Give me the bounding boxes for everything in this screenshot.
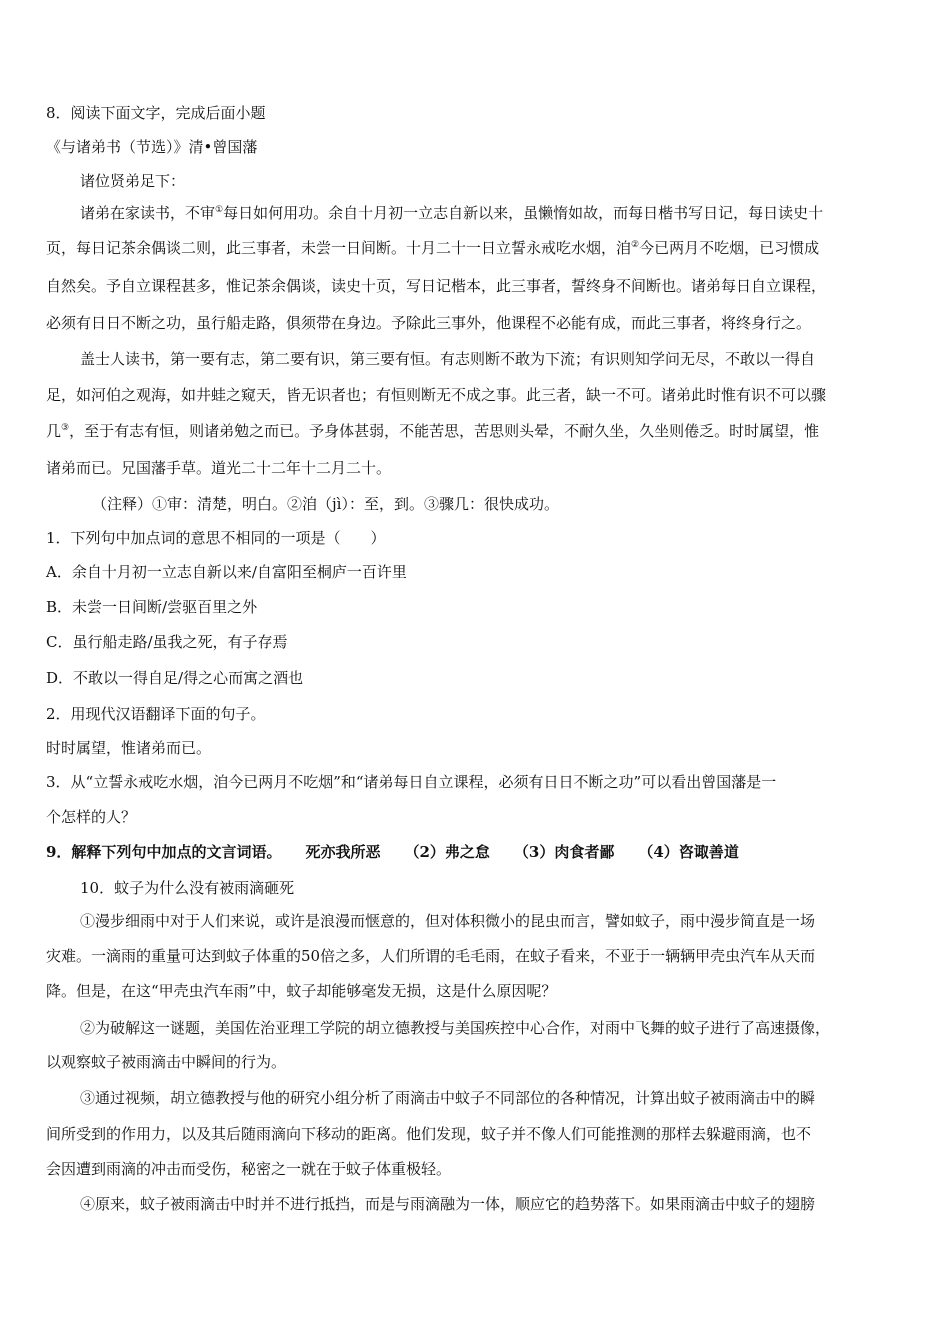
sub-question-2: 2．用现代汉语翻译下面的句子。	[46, 705, 266, 723]
essay-title: 《与诸弟书（节选）》清•曾国藩	[46, 138, 258, 156]
footnote-mark: ③	[61, 423, 70, 433]
paragraph-line: 诸弟在家读书，不审①每日如何用功。余自十月初一立志自新以来，虽懒惰如故，而每日楷书写日记，每日读史十	[80, 204, 824, 222]
sub-question-1: 1．下列句中加点词的意思不相同的一项是（ ）	[46, 529, 386, 547]
paragraph-line: 降。但是，在这“甲壳虫汽车雨”中，蚊子却能够毫发无损，这是什么原因呢？	[46, 982, 557, 1000]
paragraph-line: ②为破解这一谜题，美国佐治亚理工学院的胡立德教授与美国疾控中心合作，对雨中飞舞的蚊子进行了高速摄像，	[80, 1019, 831, 1037]
paragraph-line: 盖士人读书，第一要有志，第二要有识，第三要有恒。有志则断不敢为下流；有识则知学问无尽，不敢以一得自	[80, 350, 816, 368]
footnote-mark: ②	[631, 240, 640, 250]
option-b: B．未尝一日间断/尝驱百里之外	[46, 598, 258, 616]
paragraph-line: 以观察蚊子被雨滴击中瞬间的行为。	[46, 1053, 287, 1071]
paragraph-line: ④原来，蚊子被雨滴击中时并不进行抵挡，而是与雨滴融为一体，顺应它的趋势落下。如果雨滴击中蚊子的翅膀	[80, 1195, 816, 1213]
paragraph-line: 必须有日日不断之功，虽行船走路，俱须带在身边。予除此三事外，他课程不必能有成，而此三事者，将终身行之。	[46, 314, 812, 332]
sub-question-3-cont: 个怎样的人？	[46, 808, 137, 826]
sub-question-3: 3．从“立誓永戒吃水烟，洎今已两月不吃烟”和“诸弟每日自立课程，必须有日日不断之功”可以看出曾国藩是一	[46, 773, 777, 791]
paragraph-line: 间所受到的作用力，以及其后随雨滴向下移动的距离。他们发现，蚊子并不像人们可能推测的那样去躲避雨滴，也不	[46, 1125, 812, 1143]
question-10-title: 10．蚊子为什么没有被雨滴砸死	[80, 879, 295, 897]
sentence-to-translate: 时时属望，惟诸弟而已。	[46, 739, 212, 757]
question-9: 9．解释下列句中加点的文言词语。 死亦我所恶 （2）弗之怠 （3）肉食者鄙 （4）咨诹善道	[46, 843, 739, 861]
paragraph-line: 自然矣。予自立课程甚多，惟记茶余偶谈，读史十页，写日记楷本，此三事者，誓终身不间断也。诸弟每日自立课程，	[46, 277, 827, 295]
paragraph-line: ③通过视频，胡立德教授与他的研究小组分析了雨滴击中蚊子不同部位的各种情况，计算出蚊子被雨滴击中的瞬	[80, 1089, 816, 1107]
paragraph-line: 诸弟而已。兄国藩手草。道光二十二年十二月二十。	[46, 459, 392, 477]
option-c: C．虽行船走路/虽我之死，有子存焉	[46, 633, 288, 651]
footnotes: （注释）①审：清楚，明白。②洎（jì）：至，到。③骤几：很快成功。	[92, 495, 559, 513]
question-8-header: 8．阅读下面文字，完成后面小题	[46, 104, 266, 122]
paragraph-line: ①漫步细雨中对于人们来说，或许是浪漫而惬意的，但对体积微小的昆虫而言，譬如蚊子，雨中漫步简直是一场	[80, 912, 816, 930]
option-a: A．余自十月初一立志自新以来/自富阳至桐庐一百许里	[46, 563, 407, 581]
paragraph-line: 灾难。一滴雨的重量可达到蚊子体重的50倍之多，人们所谓的毛毛雨，在蚊子看来，不亚于一辆辆甲壳虫汽车从天而	[46, 947, 816, 965]
paragraph-line: 几③，至于有志有恒，则诸弟勉之而已。予身体甚弱，不能苦思，苦思则头晕，不耐久坐，久坐则倦乏。时时属望，惟	[46, 422, 820, 440]
footnote-mark: ①	[215, 205, 224, 215]
paragraph-line: 会因遭到雨滴的冲击而受伤，秘密之一就在于蚊子体重极轻。	[46, 1160, 452, 1178]
salutation: 诸位贤弟足下：	[80, 172, 186, 190]
paragraph-line: 足，如河伯之观海，如井蛙之窥天，皆无识者也；有恒则断无不成之事。此三者，缺一不可。诸弟此时惟有识不可以骤	[46, 386, 827, 404]
option-d: D．不敢以一得自足/得之心而寓之酒也	[46, 669, 304, 687]
paragraph-line: 页，每日记茶余偶谈二则，此三事者，未尝一日间断。十月二十一日立誓永戒吃水烟，洎②今已两月不吃烟，已习惯成	[46, 239, 820, 257]
